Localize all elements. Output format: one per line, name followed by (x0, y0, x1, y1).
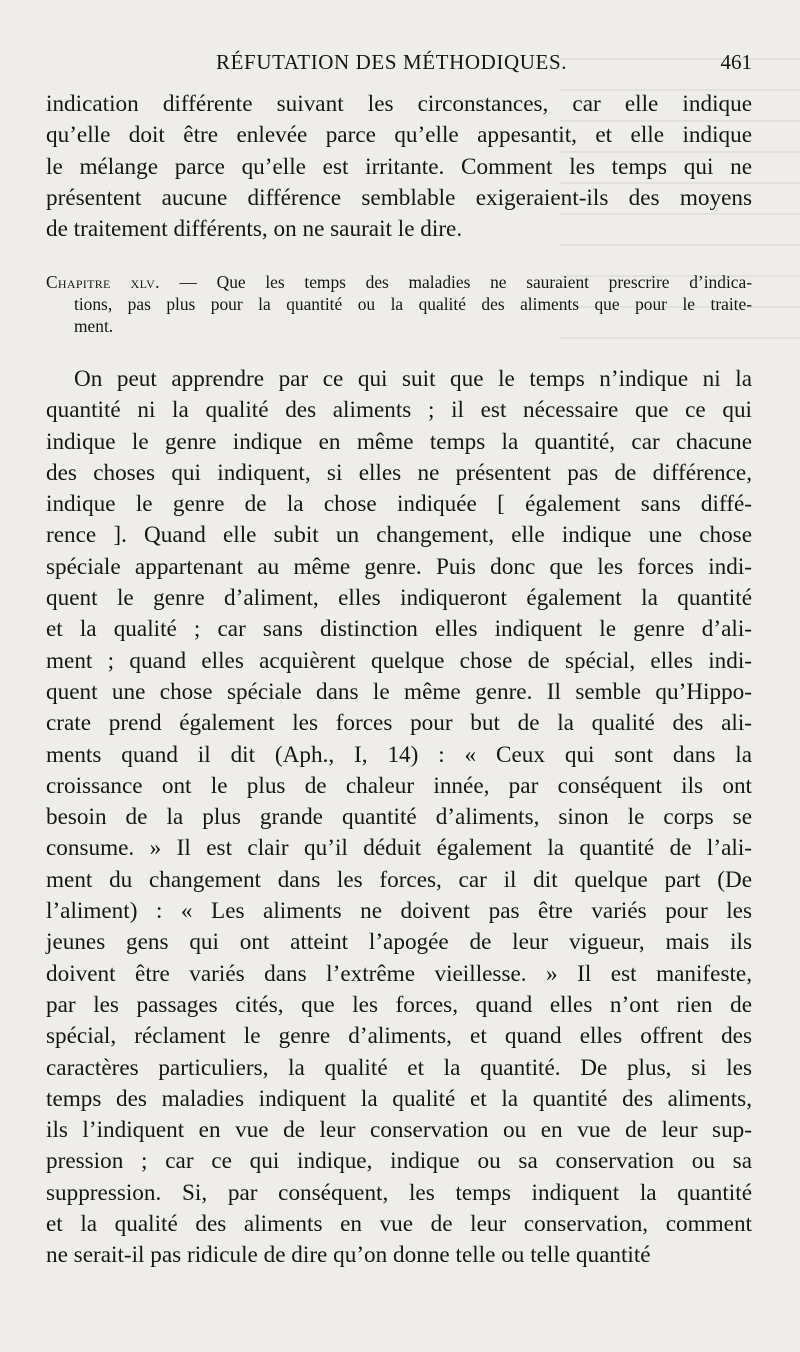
text-line: rence ]. Quand elle subit un changement, elle indique une chose (46, 522, 752, 549)
text-line: croissance ont le plus de chaleur innée, par conséquent ils ont (46, 772, 752, 799)
text-line: besoin de la plus grande quantité d’aliments, sinon le corps se (46, 804, 752, 831)
text-line: de traitement différents, on ne saurait le dire. (46, 216, 463, 243)
text-line: temps des maladies indiquent la qualité et la quantité des aliments, (46, 1085, 752, 1112)
page-number: 461 (720, 50, 752, 74)
text-line: crate prend également les forces pour but de la qualité des ali- (46, 710, 752, 737)
text-line: ils l’indiquent en vue de leur conservation ou en vue de leur sup- (46, 1117, 752, 1144)
chapter-label: Chapitre xlv. (46, 272, 160, 292)
text-line: consume. » Il est clair qu’il déduit également la quantité de l’ali- (46, 835, 752, 862)
text-line: et la qualité ; car sans distinction elles indiquent le genre d’ali- (46, 616, 752, 643)
text-line: spécial, réclament le genre d’aliments, et quand elles offrent des (46, 1023, 752, 1050)
paragraph-top (46, 89, 752, 245)
text-line: par les passages cités, que les forces, quand elles n’ont rien de (46, 991, 752, 1018)
chapter-heading (46, 271, 752, 337)
chapter-title-line: — Que les temps des maladies ne sauraient prescrire d’indica- (179, 272, 753, 292)
text-line: ne serait-il pas ridicule de dire qu’on donne telle ou telle quantité (46, 1242, 651, 1269)
text-line: pression ; car ce qui indique, indique ou sa conservation ou sa (46, 1148, 752, 1175)
text-line: spéciale appartenant au même genre. Puis donc que les forces indi- (46, 553, 752, 580)
text-line: caractères particuliers, la qualité et la quantité. De plus, si les (46, 1054, 752, 1081)
text-line: des choses qui indiquent, si elles ne présentent pas de différence, (46, 459, 752, 486)
text-line: qu’elle doit être enlevée parce qu’elle appesantit, et elle indique (46, 122, 752, 149)
chapter-line: tions, pas plus pour la quantité ou la qualité des aliments que pour le traite- (74, 294, 752, 314)
running-title: RÉFUTATION DES MÉTHODIQUES. (216, 50, 568, 74)
text-line: On peut apprendre par ce qui suit que le temps n’indique ni la (74, 366, 752, 392)
text-line: ment du changement dans les forces, car il dit quelque part (De (46, 866, 752, 893)
chapter-line: ment. (74, 316, 114, 336)
text-line: ments quand il dit (Aph., I, 14) : « Ceux qui sont dans la (46, 741, 752, 768)
text-line: ment ; quand elles acquièrent quelque chose de spécial, elles indi- (46, 647, 752, 674)
text-line: l’aliment) : « Les aliments ne doivent pas être variés pour les (46, 898, 752, 925)
text-line: doivent être variés dans l’extrême vieillesse. » Il est manifeste, (46, 960, 752, 987)
text-line: indication différente suivant les circonstances, car elle indique (46, 91, 752, 117)
chapter-line (46, 271, 752, 293)
running-header (46, 50, 752, 80)
text-line: indique le genre indique en même temps la quantité, car chacune (46, 428, 752, 455)
text-line: indique le genre de la chose indiquée [ également sans diffé- (46, 491, 752, 518)
text-line: quent le genre d’aliment, elles indiqueront également la quantité (46, 585, 752, 612)
paragraph-main (46, 364, 752, 1272)
text-line: présentent aucune différence semblable exigeraient-ils des moyens (46, 184, 752, 211)
text-line: et la qualité des aliments en vue de leur conservation, comment (46, 1211, 752, 1238)
text-line: quantité ni la qualité des aliments ; il est nécessaire que ce qui (46, 397, 752, 424)
text-line: jeunes gens qui ont atteint l’apogée de leur vigueur, mais ils (46, 929, 752, 956)
text-line: suppression. Si, par conséquent, les temps indiquent la quantité (46, 1179, 752, 1206)
text-line: le mélange parce qu’elle est irritante. Comment les temps qui ne (46, 153, 752, 180)
text-line: quent une chose spéciale dans le même genre. Il semble qu’Hippo- (46, 678, 752, 705)
